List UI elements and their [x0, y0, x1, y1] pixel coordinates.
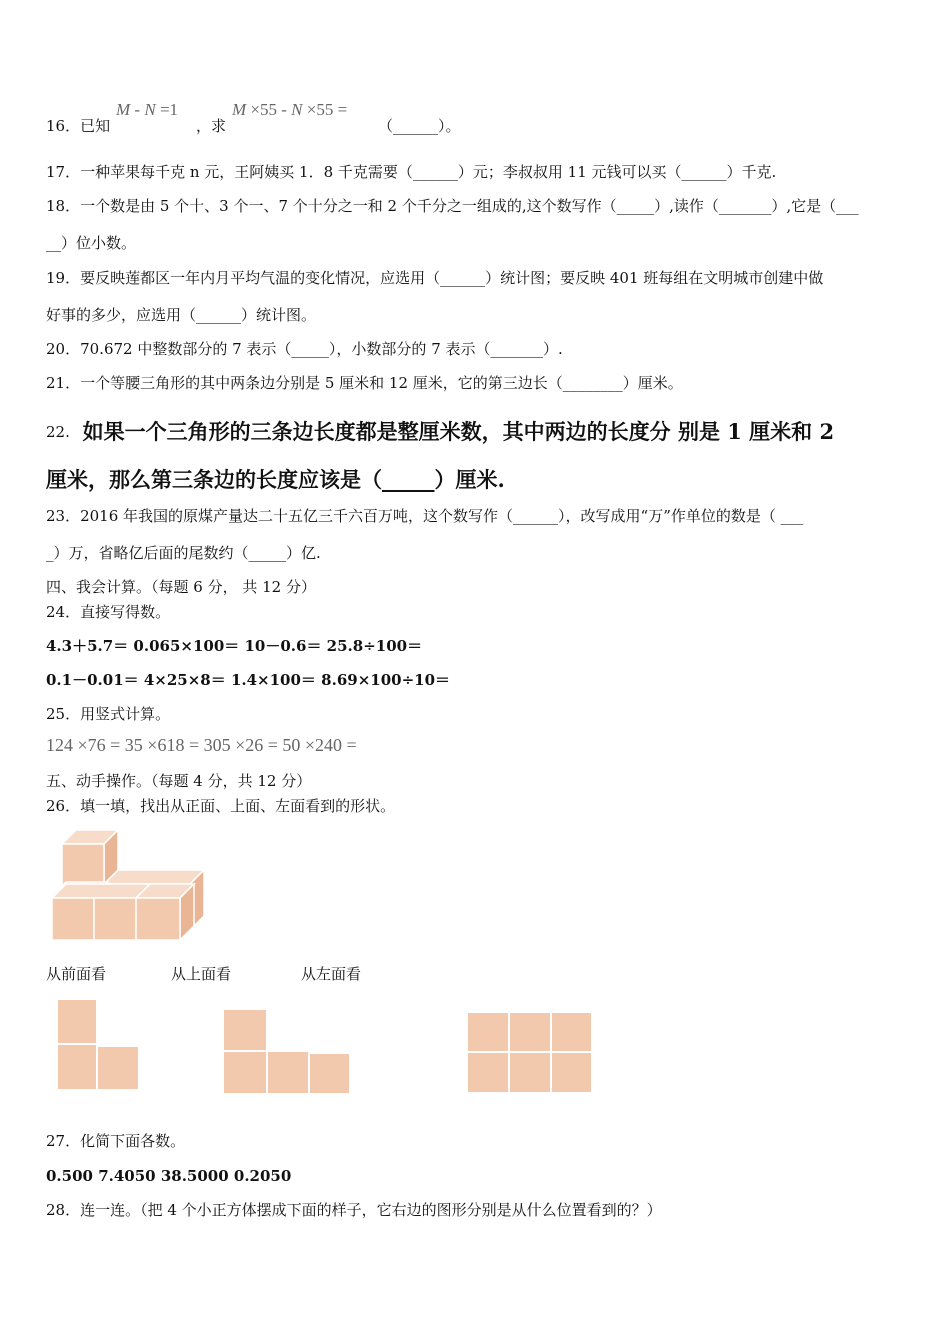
question-20: 20．70.672 中整数部分的 7 表示（_____），小数部分的 7 表示（_______）. [46, 340, 563, 358]
top-view-figure [222, 1008, 352, 1096]
question-18-line2: __）位小数。 [46, 234, 137, 252]
section-4-heading: 四、我会计算。（每题 6 分， 共 12 分） [46, 578, 316, 596]
question-19-line2: 好事的多少，应选用（______）统计图。 [46, 306, 317, 324]
q16-target-expression: M ×55 - N ×55 = [232, 100, 348, 119]
q16-given-expression: M - N =1 [116, 100, 179, 119]
q24-row-2: 0.1－0.01＝ 4×25×8＝ 1.4×100＝ 8.69×100÷10＝ [46, 671, 451, 689]
question-26: 26．填一填，找出从正面、上面、左面看到的形状。 [46, 797, 396, 815]
question-28: 28．连一连。（把 4 个小正方体摆成下面的样子，它右边的图形分别是从什么位置看到的？） [46, 1201, 662, 1219]
label-top-view: 从上面看 [171, 965, 232, 983]
label-left-view: 从左面看 [301, 965, 362, 983]
left-view-figure [466, 1011, 594, 1095]
question-24: 24．直接写得数。 [46, 603, 171, 621]
question-23-line2: _）万，省略亿后面的尾数约（_____）亿. [46, 544, 321, 562]
q24-row-1: 4.3＋5.7＝ 0.065×100＝ 10－0.6＝ 25.8÷100＝ [46, 637, 423, 655]
question-25: 25．用竖式计算。 [46, 705, 171, 723]
q16-answer-blank: （______）。 [378, 117, 461, 135]
question-19-line1: 19．要反映莲都区一年内月平均气温的变化情况，应选用（______）统计图；要反映 401 班每组在文明城市创建中做 [46, 269, 824, 287]
cube-arrangement-figure [46, 826, 206, 942]
section-5-heading: 五、动手操作。（每题 4 分，共 12 分） [46, 772, 312, 790]
question-22-line2: 厘米，那么第三条边的长度应该是（_____）厘米. [46, 467, 505, 492]
question-18-line1: 18．一个数是由 5 个十、3 个一、7 个十分之一和 2 个千分之一组成的,这个数写作（_____）,读作（_______）,它是（___ [46, 197, 859, 215]
question-17: 17．一种苹果每千克 n 元，王阿姨买 1．8 千克需要（______）元；李叔叔用 11 元钱可以买（______）千克. [46, 163, 777, 181]
q22-text-line1: 如果一个三角形的三条边长度都是整厘米数，其中两边的长度分 别是 1 厘米和 2 [82, 419, 835, 444]
question-21: 21．一个等腰三角形的其中两条边分别是 5 厘米和 12 厘米，它的第三边长（________）厘米。 [46, 374, 683, 392]
cube-front-row [52, 884, 194, 940]
q27-row: 0.500 7.4050 38.5000 0.2050 [46, 1167, 292, 1185]
q16-number: 16．已知 [46, 117, 111, 135]
q22-number: 22. [46, 423, 70, 441]
question-16 [46, 116, 110, 136]
question-22-line1 [46, 418, 834, 446]
question-27: 27．化简下面各数。 [46, 1132, 186, 1150]
label-front-view: 从前面看 [46, 965, 107, 983]
front-view-figure [56, 998, 142, 1092]
q16-ask: ，求 [196, 117, 227, 135]
question-23-line1: 23．2016 年我国的原煤产量达二十五亿三千六百万吨，这个数写作（______），改写成用“万”作单位的数是（ ___ [46, 507, 804, 525]
q25-row: 124 ×76 = 35 ×618 = 305 ×26 = 50 ×240 = [46, 735, 357, 755]
